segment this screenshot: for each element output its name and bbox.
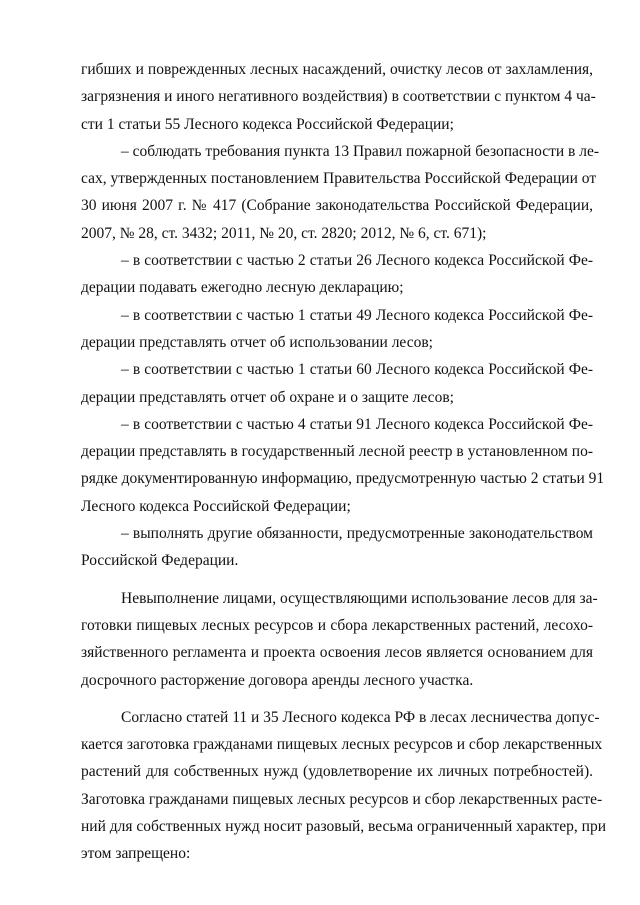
text-line: загрязнения и иного негативного воздействия) в соответствии с пунктом 4 ча- [81,88,596,106]
paragraph [81,411,605,520]
text-line: Заготовка гражданами пищевых лесных ресурсов и сбор лекарственных расте- [81,790,603,808]
text-line: сах, утвержденных постановлением Правительства Российской Федерации от [81,170,597,188]
paragraph [81,247,593,302]
text-line: растений для собственных нужд (удовлетворение их личных потребностей). [81,763,593,781]
text-line: сти 1 статьи 55 Лесного кодекса Российской Федерации; [81,115,454,133]
paragraph [81,56,596,138]
text-line: дерации представлять отчет об охране и о защите лесов; [81,388,454,406]
text-line: – в соответствии с частью 1 статьи 60 Лесного кодекса Российской Фе- [121,361,593,379]
text-line: этом запрещено: [81,845,191,863]
text-line: – в соответствии с частью 2 статьи 26 Лесного кодекса Российской Фе- [121,252,593,270]
text-line: досрочного расторжение договора аренды лесного участка. [81,671,474,689]
text-line: зяйственного регламента и проекта освоения лесов является основанием для [81,644,593,662]
paragraph [81,520,593,575]
paragraph-gap [81,575,593,585]
paragraph [81,302,593,357]
document-page [81,56,606,868]
text-line: Лесного кодекса Российской Федерации; [81,497,351,515]
text-line: 2007, № 28, ст. 3432; 2011, № 20, ст. 2820; 2012, № 6, ст. 671); [81,224,487,242]
text-line: Российской Федерации. [81,552,239,570]
text-line: рядке документированную информацию, предусмотренную частью 2 статьи 91 [81,470,605,488]
text-line: 30 июня 2007 г. № 417 (Собрание законодательства Российской Федерации, [81,197,593,215]
text-line: дерации представлять отчет об использовании лесов; [81,333,433,351]
text-line: кается заготовка гражданами пищевых лесных ресурсов и сбор лекарственных [81,736,603,754]
text-line: ний для собственных нужд носит разовый, весьма ограниченный характер, при [81,818,606,836]
text-line: Невыполнение лицами, осуществляющими использование лесов для за- [121,589,598,607]
paragraph [81,704,606,868]
text-line: дерации подавать ежегодно лесную декларацию; [81,279,404,297]
text-line: – соблюдать требования пункта 13 Правил пожарной безопасности в ле- [121,142,600,160]
document-body [81,56,606,868]
text-line: готовки пищевых лесных ресурсов и сбора лекарственных растений, лесохо- [81,616,593,634]
text-line: – в соответствии с частью 1 статьи 49 Лесного кодекса Российской Фе- [121,306,593,324]
paragraph [81,138,600,247]
text-line: гибших и поврежденных лесных насаждений, очистку лесов от захламления, [81,61,593,78]
paragraph [81,356,593,411]
paragraph-gap [81,694,593,704]
text-line: дерации представлять в государственный лесной реестр в установленном по- [81,443,593,461]
text-line: – выполнять другие обязанности, предусмотренные законодательством [121,525,593,543]
text-line: Согласно статей 11 и 35 Лесного кодекса РФ в лесах лесничества допус- [121,708,600,726]
text-line: – в соответствии с частью 4 статьи 91 Лесного кодекса Российской Фе- [121,415,593,433]
paragraph [81,585,598,694]
